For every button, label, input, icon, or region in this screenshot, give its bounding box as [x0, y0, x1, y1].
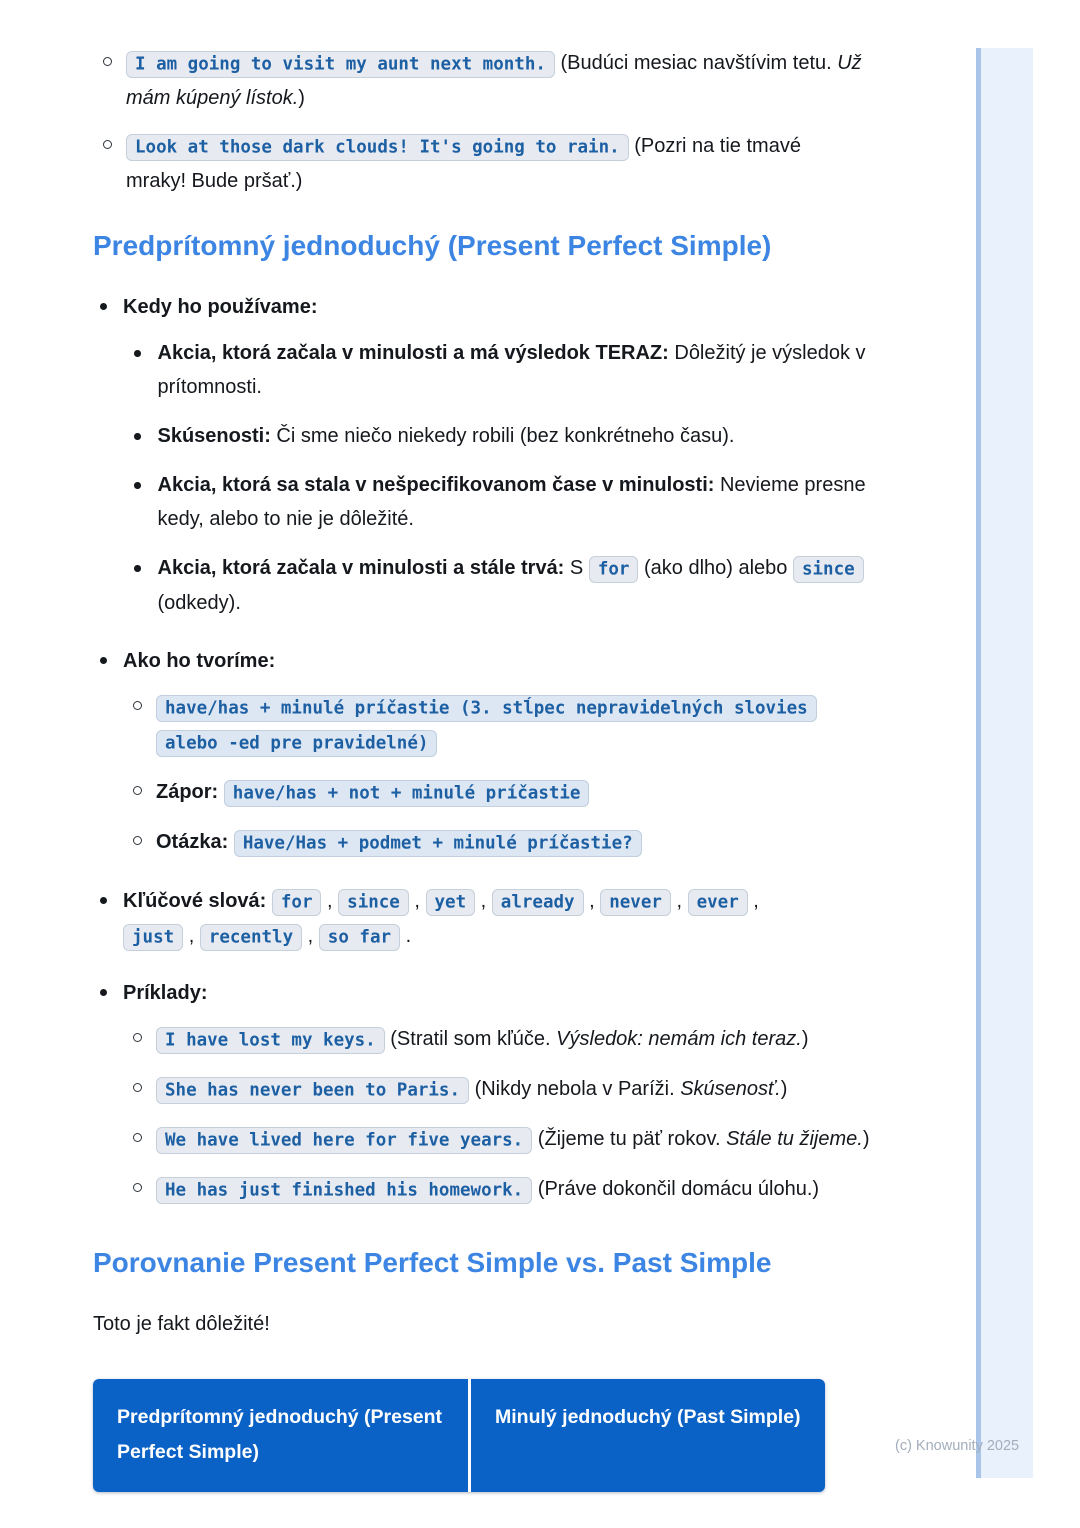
inline-code: yet	[426, 889, 476, 916]
circle-bullet-icon	[103, 140, 112, 149]
text-run: Či sme niečo niekedy robili (bez konkrétneho času).	[270, 425, 735, 447]
inline-code: so far	[319, 924, 400, 951]
text-run: Výsledok: nemám ich teraz.	[556, 1028, 802, 1050]
list-item-text	[158, 468, 884, 536]
inline-code: ever	[688, 889, 748, 916]
list-item	[123, 419, 883, 453]
list-item-text	[158, 551, 884, 620]
text-run: )	[801, 1028, 809, 1050]
text-run: Skúsenosti:	[157, 425, 271, 447]
circle-bullet-icon	[133, 836, 142, 845]
main-list	[93, 290, 965, 1209]
inline-code: recently	[200, 924, 302, 951]
ako-sublist	[123, 690, 965, 860]
list-item	[93, 129, 965, 198]
inline-code: We have lived here for five years.	[156, 1127, 532, 1154]
list-item-text	[156, 825, 816, 860]
text-run: Akcia, ktorá začala v minulosti a má výsledok TERAZ:	[157, 342, 669, 364]
text-run: Už mám kúpený lístok.	[126, 52, 862, 109]
inline-code: since	[338, 889, 409, 916]
list-item	[123, 775, 965, 810]
list-item	[123, 551, 883, 620]
heading-comparison: Porovnanie Present Perfect Simple vs. Past Simple	[93, 1247, 772, 1278]
text-run: Otázka:	[156, 831, 229, 853]
text-run: (Žijeme tu päť rokov.	[532, 1128, 727, 1150]
heading-present-perfect-simple: Predprítomný jednoduchý (Present Perfect Simple)	[93, 230, 772, 261]
text-run: ,	[670, 890, 688, 912]
inline-code: I have lost my keys.	[156, 1027, 385, 1054]
text-run: (Práve dokončil domácu úlohu.)	[532, 1178, 820, 1200]
list-item-text	[156, 1022, 898, 1057]
list-item-text	[126, 129, 866, 198]
text-run: ,	[475, 890, 492, 912]
text-run: )	[780, 1078, 788, 1100]
text-run: ,	[408, 890, 426, 912]
dot-bullet-icon	[100, 989, 107, 996]
circle-bullet-icon	[133, 701, 142, 710]
list-item-ako	[93, 644, 965, 862]
inline-code: never	[600, 889, 671, 916]
text-run: Nevieme presne kedy, alebo to nie je dôležité.	[157, 474, 866, 530]
table-header-past-simple: Minulý jednoduchý (Past Simple)	[468, 1379, 825, 1492]
text-run: (odkedy).	[157, 592, 241, 614]
inline-code: I am going to visit my aunt next month.	[126, 51, 555, 78]
list-item-text	[123, 644, 965, 862]
text-run: Dôležitý je výsledok v prítomnosti.	[157, 342, 866, 398]
priklady-sublist	[123, 1022, 965, 1207]
text-run: ,	[747, 890, 759, 912]
dot-bullet-icon	[134, 350, 141, 357]
list-item-text	[156, 690, 816, 760]
list-item-text	[126, 46, 866, 115]
text-run: (Budúci mesiac navštívim tetu.	[554, 52, 838, 74]
list-item-keywords	[93, 884, 965, 954]
list-item-text	[156, 1122, 898, 1157]
list-item	[123, 1122, 965, 1157]
list-item	[123, 825, 965, 860]
text-run: (Pozri na tie tmavé mraky! Bude pršať.)	[126, 135, 801, 192]
list-item-kedy	[93, 290, 965, 622]
priklady-title: Príklady:	[123, 982, 208, 1004]
comparison-table	[93, 1379, 825, 1492]
text-run: (Stratil som kľúče.	[384, 1028, 557, 1050]
list-item	[123, 468, 883, 536]
list-item	[123, 336, 883, 404]
circle-bullet-icon	[133, 1183, 142, 1192]
list-item-text	[156, 1172, 898, 1207]
circle-bullet-icon	[103, 57, 112, 66]
inline-code: since	[793, 556, 864, 583]
inline-code: for	[272, 889, 322, 916]
intro-example-list	[93, 46, 965, 198]
page-edge-strip	[976, 48, 1033, 1478]
inline-code: Look at those dark clouds! It's going to rain.	[126, 134, 629, 161]
dot-bullet-icon	[100, 303, 107, 310]
list-item-text	[123, 976, 965, 1209]
circle-bullet-icon	[133, 1133, 142, 1142]
text-run: ,	[583, 890, 601, 912]
keywords-line	[123, 884, 823, 954]
text-run: ,	[321, 890, 339, 912]
circle-bullet-icon	[133, 1083, 142, 1092]
inline-code: Have/Has + podmet + minulé príčastie?	[234, 830, 642, 857]
list-item-text	[158, 336, 884, 404]
text-run	[228, 831, 234, 853]
list-item	[123, 690, 965, 760]
list-item	[93, 46, 965, 115]
list-item-text	[158, 419, 884, 453]
text-run: (ako dlho) alebo	[638, 557, 793, 579]
kedy-sublist	[123, 336, 883, 620]
list-item	[123, 1072, 965, 1107]
inline-code: have/has + minulé príčastie (3. stĺpec nepravidelných slovies alebo -ed pre pravidelné)	[156, 695, 817, 757]
text-run: Akcia, ktorá začala v minulosti a stále trvá:	[157, 557, 565, 579]
dot-bullet-icon	[134, 433, 141, 440]
text-run: Akcia, ktorá sa stala v nešpecifikovanom čase v minulosti:	[157, 474, 715, 496]
table-header-present-perfect: Predprítomný jednoduchý (Present Perfect Simple)	[117, 1406, 443, 1463]
inline-code: He has just finished his homework.	[156, 1177, 532, 1204]
dot-bullet-icon	[134, 565, 141, 572]
document-content	[93, 46, 965, 1492]
text-run: ,	[302, 925, 319, 947]
kedy-title: Kedy ho používame:	[123, 296, 318, 318]
circle-bullet-icon	[133, 1033, 142, 1042]
inline-code: have/has + not + minulé príčastie	[224, 780, 590, 807]
inline-code: already	[492, 889, 584, 916]
inline-code: She has never been to Paris.	[156, 1077, 469, 1104]
text-run: Stále tu žijeme.	[726, 1128, 863, 1150]
dot-bullet-icon	[134, 482, 141, 489]
dot-bullet-icon	[100, 657, 107, 664]
list-item	[123, 1172, 965, 1207]
text-run: .	[400, 925, 412, 947]
list-item-text	[156, 1072, 898, 1107]
text-run: )	[862, 1128, 870, 1150]
ako-title: Ako ho tvoríme:	[123, 650, 276, 672]
text-run: Skúsenosť.	[680, 1078, 781, 1100]
list-item-priklady	[93, 976, 965, 1209]
text-run: S	[564, 557, 589, 579]
text-run: )	[298, 87, 305, 109]
comparison-note: Toto je fakt dôležité!	[93, 1313, 270, 1335]
text-run	[218, 781, 224, 803]
text-run: (Nikdy nebola v Paríži.	[469, 1078, 681, 1100]
list-item	[123, 1022, 965, 1057]
inline-code: just	[123, 924, 183, 951]
inline-code: for	[589, 556, 639, 583]
list-item-text	[156, 775, 816, 810]
circle-bullet-icon	[133, 786, 142, 795]
list-item-text	[123, 290, 965, 622]
dot-bullet-icon	[100, 897, 107, 904]
watermark: (c) Knowunity 2025	[895, 1438, 1020, 1454]
text-run: Kľúčové slová:	[123, 890, 267, 912]
text-run: Zápor:	[156, 781, 219, 803]
text-run: ,	[183, 925, 200, 947]
